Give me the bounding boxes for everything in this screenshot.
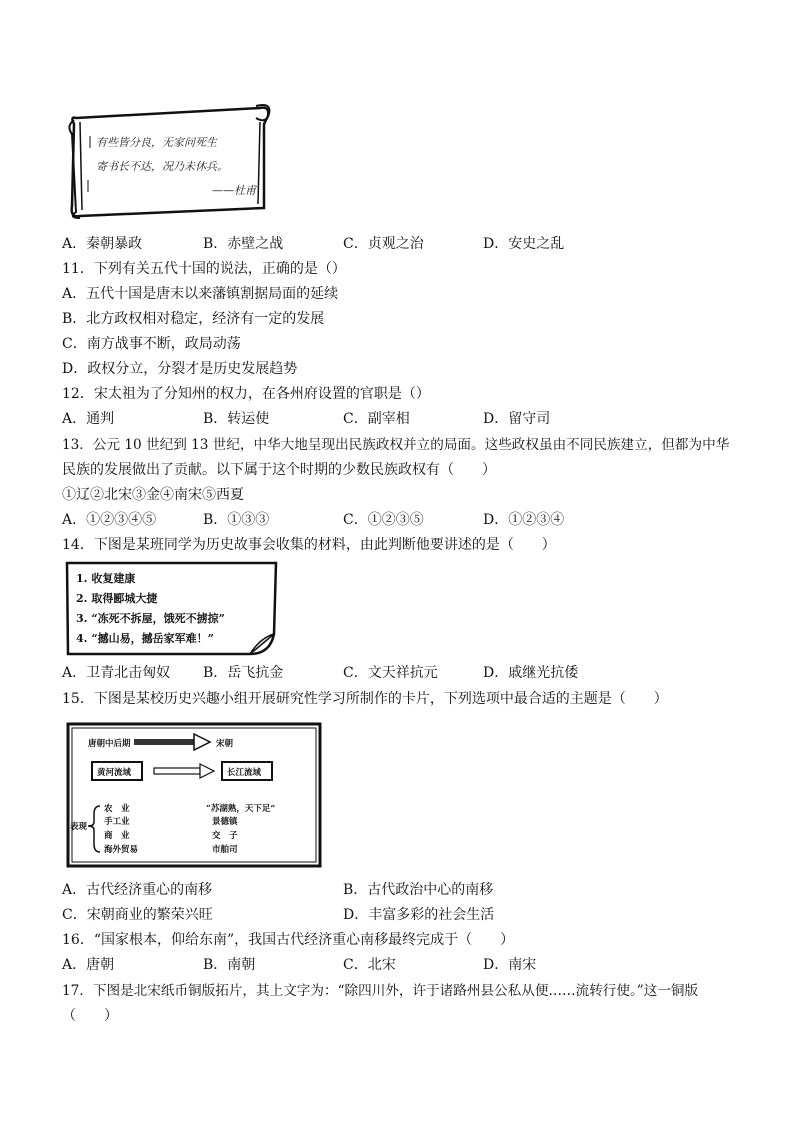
q12-option-b: B．转运使 <box>203 411 270 427</box>
scroll-signature: ——杜甫 <box>212 184 256 197</box>
q12-stem: 12．宋太祖为了分知州的权力，在各州府设置的官职是（） <box>62 386 430 402</box>
q16-option-d: D．南宋 <box>483 957 537 973</box>
note-line-2: 2. 取得郾城大捷 <box>76 592 158 605</box>
q14-option-a: A．卫青北击匈奴 <box>62 665 171 681</box>
q13-option-a: A．①②③④⑤ <box>62 512 157 528</box>
q13-stem-line-1: 13．公元 10 世纪到 13 世纪，中华大地呈现出民族政权并立的局面。这些政权虽由不同民族建立，但都为中华 <box>62 437 730 453</box>
q13-option-d: D．①②③④ <box>483 512 565 528</box>
q15-option-b: B．古代政治中心的南移 <box>343 882 494 898</box>
q14-option-c: C．文天祥抗元 <box>343 665 438 681</box>
card-to-region: 长江流域 <box>227 768 262 778</box>
q11-option-a: A．五代十国是唐末以来藩镇割据局面的延续 <box>62 286 339 302</box>
q13-stem-line-2: 民族的发展做出了贡献。以下属于这个时期的少数民族政权有（ ） <box>62 462 496 478</box>
q16-stem: 16．“国家根本，仰给东南”，我国古代经济重心南移最终完成于（ ） <box>62 932 515 948</box>
card-left-item-4: 海外贸易 <box>104 845 139 855</box>
card-from-region: 黄河流域 <box>97 768 132 778</box>
q10-option-d: D．安史之乱 <box>483 236 565 252</box>
q12-option-a: A．通判 <box>62 411 115 427</box>
q10-option-a: A．秦朝暴政 <box>62 236 143 252</box>
card-right-item-3: 交 子 <box>212 831 238 841</box>
q12-option-c: C．副宰相 <box>343 411 410 427</box>
card-left-item-1: 农 业 <box>104 804 130 814</box>
q15-option-c: C．宋朝商业的繁荣兴旺 <box>62 907 213 923</box>
q14-note-image <box>64 560 280 658</box>
q10-option-c: C．贞观之治 <box>343 236 424 252</box>
q12-option-d: D．留守司 <box>483 411 551 427</box>
q13-option-c: C．①②③⑤ <box>343 512 424 528</box>
note-line-4: 4. “撼山易，撼岳家军难！” <box>76 632 214 645</box>
card-left-item-3: 商 业 <box>104 831 130 841</box>
card-to-era: 宋朝 <box>216 739 234 749</box>
q13-items: ①辽②北宋③金④南宋⑤西夏 <box>62 487 244 503</box>
q11-stem: 11．下列有关五代十国的说法，正确的是（） <box>62 261 346 277</box>
card-right-item-1: “苏湖熟，天下足” <box>206 804 276 814</box>
q14-stem: 14．下图是某班同学为历史故事会收集的材料，由此判断他要讲述的是（ ） <box>62 537 556 553</box>
card-from-era: 唐朝中后期 <box>88 739 131 749</box>
q16-option-b: B．南朝 <box>203 957 256 973</box>
scroll-line-1: 有些皆分良，无家问死生 <box>96 136 217 149</box>
q15-card-image <box>66 722 322 868</box>
card-right-item-4: 市舶司 <box>212 845 238 855</box>
card-right-item-2: 景德镇 <box>212 817 238 827</box>
q14-option-b: B．岳飞抗金 <box>203 665 284 681</box>
q11-option-b: B．北方政权相对稳定，经济有一定的发展 <box>62 311 325 327</box>
q16-option-c: C．北宋 <box>343 957 396 973</box>
q16-option-a: A．唐朝 <box>62 957 115 973</box>
card-left-item-2: 手工业 <box>104 817 130 827</box>
q13-option-b: B．①③③ <box>203 512 270 528</box>
note-line-3: 3. “冻死不拆屋，饿死不掳掠” <box>76 612 225 625</box>
q17-stem-line-1: 17．下图是北宋纸币铜版拓片，其上文字为：“除四川外，许于诸路州县公私从便……流转行使。”这一铜版 <box>62 983 699 999</box>
scroll-line-2: 寄书长不达，况乃未休兵。 <box>96 160 228 173</box>
q10-option-b: B．赤壁之战 <box>203 236 284 252</box>
q15-stem: 15．下图是某校历史兴趣小组开展研究性学习所制作的卡片，下列选项中最合适的主题是（ ） <box>62 691 668 707</box>
q15-option-d: D．丰富多彩的社会生活 <box>343 907 495 923</box>
q17-stem-line-2: （ ） <box>62 1008 118 1024</box>
q14-option-d: D．戚继光抗倭 <box>483 665 579 681</box>
note-line-1: 1. 收复建康 <box>76 572 136 585</box>
q15-option-a: A．古代经济重心的南移 <box>62 882 213 898</box>
q10-scroll-image <box>66 100 274 222</box>
q11-option-c: C．南方战事不断，政局动荡 <box>62 336 241 352</box>
q11-option-d: D．政权分立，分裂才是历史发展趋势 <box>62 361 298 377</box>
card-label: 表现 <box>70 822 88 832</box>
